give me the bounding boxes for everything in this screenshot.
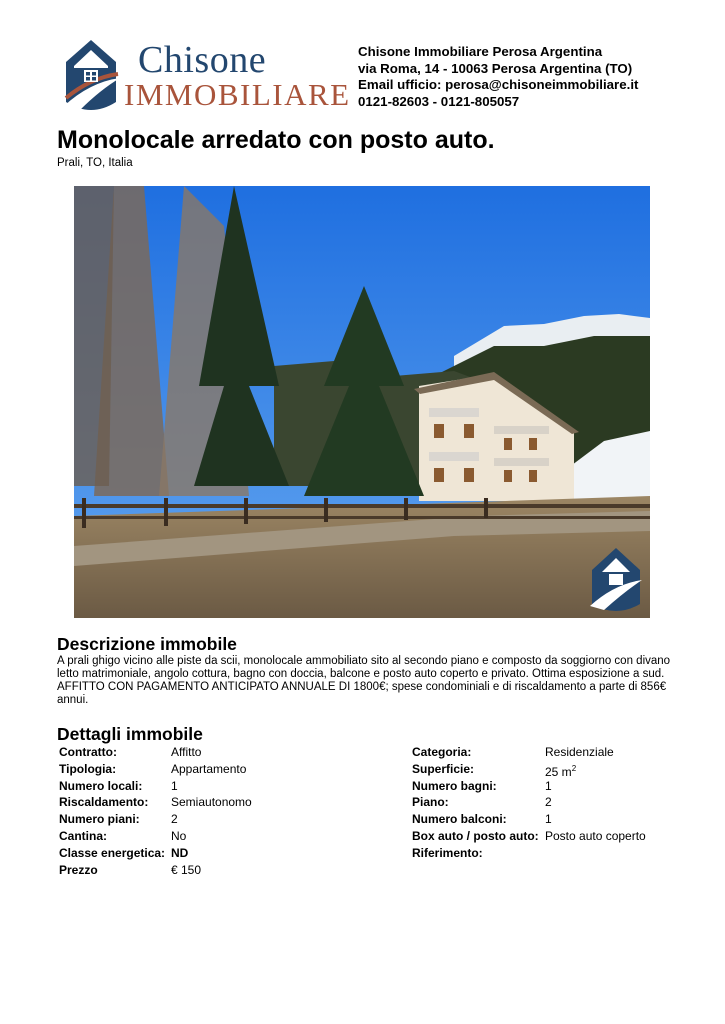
details-right-column [412, 744, 712, 862]
detail-label: Riscaldamento: [59, 795, 149, 810]
detail-value: 1 [171, 778, 178, 793]
detail-label: Box auto / posto auto: [412, 828, 539, 843]
detail-value: ND [171, 845, 189, 860]
surface-unit-exponent: 2 [571, 763, 577, 773]
detail-label: Numero bagni: [412, 778, 497, 793]
detail-row [59, 744, 389, 761]
detail-label: Piano: [412, 795, 449, 810]
listing-title: Monolocale arredato con posto auto. [57, 126, 495, 154]
detail-row [59, 828, 389, 845]
detail-row [412, 811, 712, 828]
detail-label: Numero locali: [59, 778, 143, 793]
detail-value: € 150 [171, 862, 202, 877]
detail-label: Tipologia: [59, 761, 117, 776]
logo-wordmark-immobiliare: IMMOBILIARE [124, 77, 351, 112]
detail-label: Prezzo [59, 862, 98, 877]
detail-value: Semiautonomo [171, 795, 252, 810]
details-heading: Dettagli immobile [57, 724, 203, 744]
detail-value: Posto auto coperto [545, 828, 646, 843]
detail-value: Appartamento [171, 761, 247, 776]
detail-label: Numero piani: [59, 812, 140, 827]
house-logo-icon [60, 38, 122, 114]
agency-email[interactable]: Email ufficio: perosa@chisoneimmobiliare.it [358, 77, 639, 92]
agency-phones: 0121-82603 - 0121-805057 [358, 93, 520, 109]
detail-label: Categoria: [412, 745, 472, 759]
detail-row [59, 862, 389, 879]
detail-row [59, 761, 389, 778]
company-logo [60, 38, 351, 114]
detail-row [59, 794, 389, 811]
description-text: A prali ghigo vicino alle piste da scii, monolocale ammobiliato sito al secondo piano e composto da soggiorno con divano letto matrimoniale, angolo cottura, bagno con doccia, balcone e posto auto coperto e privato. Ottima esposizione a sud. AFFITTO CON PAGAMENTO ANTICIPATO ANNUALE DI 1800€; spese condominiali e di riscaldamento a parte di 856€ annui. [57, 655, 671, 706]
detail-label: Classe energetica: [59, 845, 166, 860]
detail-label: Cantina: [59, 828, 107, 843]
detail-row [412, 828, 712, 845]
detail-row [59, 778, 389, 795]
detail-value: Affitto [171, 745, 202, 759]
detail-row [412, 778, 712, 795]
detail-row [59, 811, 389, 828]
detail-row [412, 845, 712, 862]
agency-address: via Roma, 14 - 10063 Perosa Argentina (TO) [358, 60, 633, 76]
detail-label: Contratto: [59, 745, 117, 759]
detail-value: 2 [171, 812, 178, 827]
detail-value: Residenziale [545, 745, 614, 759]
detail-value: 1 [545, 778, 552, 793]
detail-value: 2 [545, 795, 552, 810]
detail-row [412, 794, 712, 811]
listing-location: Prali, TO, Italia [57, 157, 133, 169]
agency-name: Chisone Immobiliare Perosa Argentina [358, 44, 603, 59]
property-photo [74, 186, 650, 618]
logo-wordmark-chisone: Chisone [138, 39, 267, 81]
page-header [0, 0, 725, 120]
agency-contact-block [358, 44, 638, 110]
surface-value: 25 m [545, 764, 572, 779]
detail-value: 1 [545, 812, 552, 827]
detail-value: No [171, 828, 187, 843]
detail-row [412, 744, 712, 761]
detail-row [59, 845, 389, 862]
detail-label: Numero balconi: [412, 812, 507, 827]
details-left-column [59, 744, 389, 878]
detail-label: Superficie: [412, 761, 475, 776]
detail-row [412, 761, 712, 778]
description-heading: Descrizione immobile [57, 634, 237, 654]
detail-label: Riferimento: [412, 845, 483, 860]
